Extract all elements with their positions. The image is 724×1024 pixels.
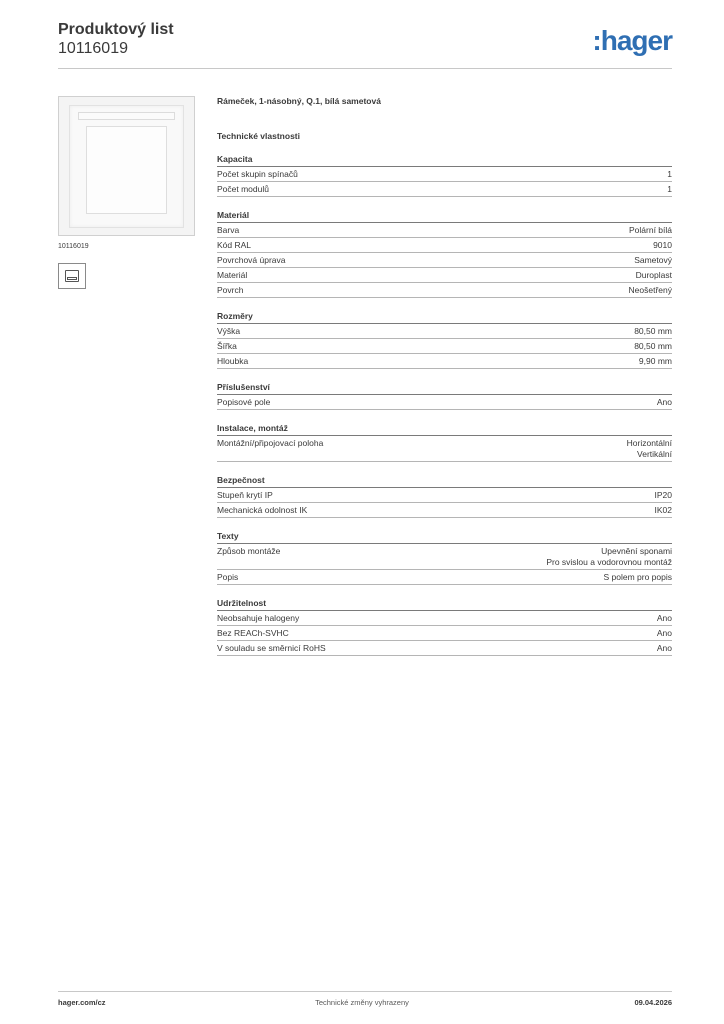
property-value-line: 1	[667, 169, 672, 179]
property-value-line: 80,50 mm	[634, 326, 672, 336]
property-row	[217, 544, 672, 570]
property-label: Materiál	[217, 270, 248, 280]
technical-properties-heading: Technické vlastnosti	[217, 131, 300, 141]
property-row	[217, 626, 672, 641]
property-label: Kód RAL	[217, 240, 252, 250]
flush-mounted-symbol-icon	[58, 263, 86, 289]
property-row	[217, 182, 672, 197]
property-label: Bez REACh-SVHC	[217, 628, 289, 638]
property-label: Stupeň krytí IP	[217, 490, 273, 500]
property-label: Způsob montáže	[217, 546, 281, 556]
frame-picture	[69, 105, 184, 228]
property-row	[217, 641, 672, 656]
property-value	[655, 490, 673, 501]
property-value	[657, 628, 672, 639]
property-value-line: Pro svislou a vodorovnou montáž	[546, 557, 672, 567]
property-value	[655, 505, 673, 516]
property-row	[217, 611, 672, 626]
property-value-line: Upevnění sponami	[601, 546, 672, 556]
property-value	[667, 184, 672, 195]
property-value-line: Ano	[656, 628, 672, 638]
property-label: V souladu se směrnicí RoHS	[217, 643, 326, 653]
property-row	[217, 488, 672, 503]
property-label: Popisové pole	[217, 397, 271, 407]
properties-section	[217, 423, 672, 462]
property-value-line: IK02	[654, 505, 672, 515]
product-image	[58, 96, 195, 236]
property-value-line: Ano	[656, 643, 672, 653]
property-value	[629, 225, 672, 236]
page-header	[58, 20, 672, 70]
property-value	[657, 613, 672, 624]
property-label: Hloubka	[217, 356, 249, 366]
header-divider	[58, 68, 672, 69]
frame-opening	[86, 126, 167, 214]
section-title: Bezpečnost	[217, 475, 672, 488]
property-value-line: IP20	[654, 490, 672, 500]
product-details	[217, 96, 672, 669]
section-title: Kapacita	[217, 154, 672, 167]
properties-section	[217, 382, 672, 410]
property-label: Mechanická odolnost IK	[217, 505, 308, 515]
property-label: Popis	[217, 572, 239, 582]
property-value	[657, 397, 672, 408]
product-number: 10116019	[58, 40, 128, 57]
property-row	[217, 238, 672, 253]
property-label: Výška	[217, 326, 241, 336]
property-row	[217, 223, 672, 238]
property-value	[657, 643, 672, 654]
property-value-line: S polem pro popis	[603, 572, 672, 582]
footer-notice: Technické změny vyhrazeny	[315, 998, 409, 1007]
footer-date: 09.04.2026	[634, 998, 672, 1007]
property-value-line: Horizontální	[626, 438, 672, 448]
property-value	[546, 546, 672, 568]
hager-logo: :hager	[592, 25, 672, 56]
property-label: Šířka	[217, 341, 237, 351]
properties-section	[217, 311, 672, 369]
image-caption: 10116019	[58, 243, 89, 250]
property-value	[636, 270, 672, 281]
property-row	[217, 436, 672, 462]
properties-section	[217, 531, 672, 585]
property-row	[217, 268, 672, 283]
frame-label-field	[78, 112, 175, 120]
properties-section	[217, 598, 672, 656]
property-value	[634, 326, 672, 337]
property-label: Neobsahuje halogeny	[217, 613, 300, 623]
property-value-line: Sametový	[634, 255, 672, 265]
property-value	[639, 356, 672, 367]
property-value-line: 9010	[653, 240, 672, 250]
property-value	[627, 438, 672, 460]
section-title: Instalace, montáž	[217, 423, 672, 436]
property-value	[667, 169, 672, 180]
property-label: Barva	[217, 225, 240, 235]
product-name: Rámeček, 1-násobný, Q.1, bílá sametová	[217, 96, 381, 106]
property-value-line: Vertikální	[637, 449, 672, 459]
property-row	[217, 570, 672, 585]
property-value	[634, 341, 672, 352]
property-label: Povrchová úprava	[217, 255, 286, 265]
section-title: Příslušenství	[217, 382, 672, 395]
properties-sections	[217, 154, 672, 656]
property-value-line: Polární bílá	[629, 225, 672, 235]
property-row	[217, 324, 672, 339]
property-value-line: 9,90 mm	[638, 356, 672, 366]
section-title: Materiál	[217, 210, 672, 223]
property-row	[217, 253, 672, 268]
property-value-line: Ano	[656, 397, 672, 407]
footer-divider	[58, 991, 672, 992]
section-title: Rozměry	[217, 311, 672, 324]
property-value-line: 80,50 mm	[634, 341, 672, 351]
property-row	[217, 167, 672, 182]
property-value	[603, 572, 672, 583]
property-label: Počet modulů	[217, 184, 269, 194]
property-value-line: Duroplast	[635, 270, 672, 280]
property-value-line: Ano	[656, 613, 672, 623]
property-value-line: 1	[667, 184, 672, 194]
properties-section	[217, 475, 672, 518]
property-row	[217, 395, 672, 410]
property-value	[653, 240, 672, 251]
properties-section	[217, 154, 672, 197]
section-title: Udržitelnost	[217, 598, 672, 611]
property-value	[634, 255, 672, 266]
property-label: Povrch	[217, 285, 244, 295]
property-label: Počet skupin spínačů	[217, 169, 298, 179]
property-value-line: Neošetřený	[628, 285, 672, 295]
footer-website: hager.com/cz	[58, 998, 106, 1007]
property-row	[217, 339, 672, 354]
section-title: Texty	[217, 531, 672, 544]
property-row	[217, 354, 672, 369]
page-title: Produktový list	[58, 21, 174, 38]
properties-section	[217, 210, 672, 298]
property-value	[629, 285, 672, 296]
property-row	[217, 503, 672, 518]
property-label: Montážní/připojovací poloha	[217, 438, 324, 448]
property-row	[217, 283, 672, 298]
